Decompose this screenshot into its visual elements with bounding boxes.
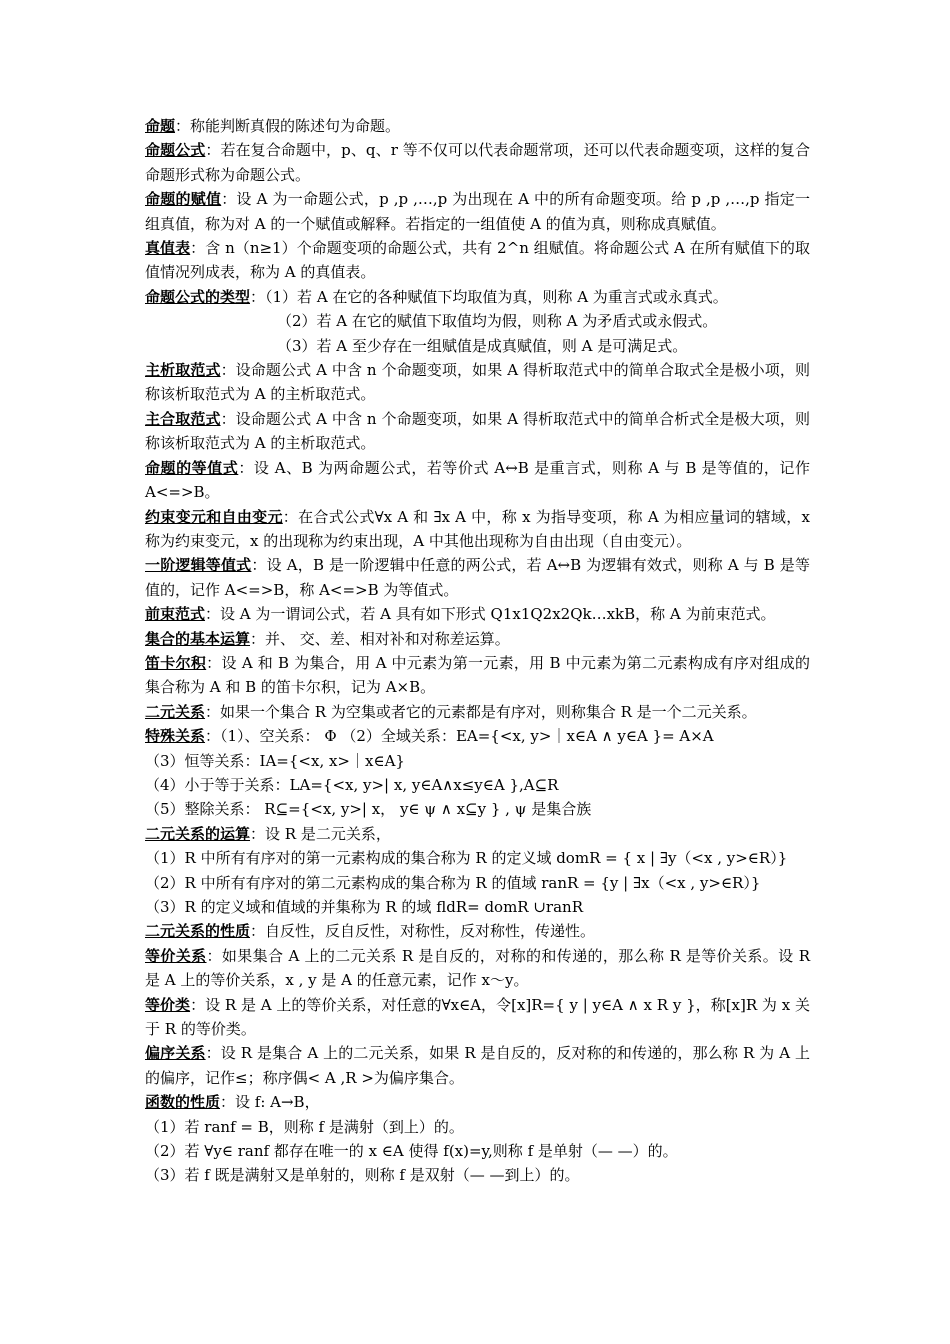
line-identity-relation bbox=[145, 749, 810, 773]
definition: ：（1）若 A 在它的各种赋值下均取值为真，则称 A 为重言式或永真式。 bbox=[250, 287, 728, 306]
definition: ：自反性，反自反性，对称性，反对称性，传递性。 bbox=[250, 922, 596, 941]
line-set-operations bbox=[145, 627, 810, 651]
definition: （4）小于等于关系：LA={<x, y>| x, y∈A∧x≤y∈A },A⊆R bbox=[145, 775, 559, 794]
term: 二元关系的性质 bbox=[145, 922, 251, 941]
definition: （1）R 中所有有序对的第一元素构成的集合称为 R 的定义域 domR = { x | ∃y（<x , y>∈R）} bbox=[145, 849, 788, 868]
term: 集合的基本运算 bbox=[145, 629, 251, 648]
definition: ：若在复合命题中，p、q、r 等不仅可以代表命题常项，还可以代表命题变项，这样的复合命题形式称为命题公式。 bbox=[145, 141, 810, 184]
line-relation-properties bbox=[145, 919, 810, 943]
definition: ：设 R 是集合 A 上的二元关系，如果 R 是自反的，反对称的和传递的，那么称 R 为 A 上的偏序，记作≤；称序偶< A ,R >为偏序集合。 bbox=[145, 1044, 810, 1087]
definition: （2）若 ∀y∈ ranf 都存在唯一的 x ∈A 使得 f(x)=y,则称 f 是单射（— —）的。 bbox=[145, 1142, 678, 1161]
term: 一阶逻辑等值式 bbox=[145, 556, 252, 575]
line-first-order-equivalence bbox=[145, 553, 810, 602]
term: 偏序关系 bbox=[145, 1044, 206, 1063]
line-equivalence bbox=[145, 456, 810, 505]
term: 命题 bbox=[145, 117, 176, 135]
line-proposition bbox=[145, 114, 810, 138]
definition: ：在合式公式∀x A 和 ∃x A 中，称 x 为指导变项，称 A 为相应量词的辖域，x 称为约束变元，x 的出现称为约束出现，A 中其他出现称为自由出现（自由变元）。 bbox=[145, 507, 810, 550]
definition: ：设 f: A→B， bbox=[220, 1093, 320, 1112]
term: 等价类 bbox=[145, 995, 191, 1014]
line-binary-relation bbox=[145, 700, 810, 724]
definition: ：称能判断真假的陈述句为命题。 bbox=[175, 117, 401, 135]
line-divides-relation bbox=[145, 797, 810, 821]
definition: ：设 R 是二元关系， bbox=[250, 824, 391, 843]
line-injection bbox=[145, 1139, 810, 1163]
line-formula-types bbox=[145, 285, 810, 309]
line-formula-types-3 bbox=[145, 334, 810, 358]
line-prenex-form bbox=[145, 602, 810, 626]
document-page bbox=[145, 114, 810, 1188]
line-partial-order bbox=[145, 1041, 810, 1090]
line-range bbox=[145, 871, 810, 895]
line-less-equal-relation bbox=[145, 773, 810, 797]
term: 命题的赋值 bbox=[145, 190, 222, 209]
term: 命题公式 bbox=[145, 141, 206, 160]
term: 前束范式 bbox=[145, 605, 206, 624]
line-pcnf bbox=[145, 407, 810, 456]
line-relation-operations bbox=[145, 822, 810, 846]
line-truth-table bbox=[145, 236, 810, 285]
line-special-relations bbox=[145, 724, 810, 748]
definition: （1）若 ranf = B，则称 f 是满射（到上）的。 bbox=[145, 1117, 464, 1136]
line-bijection bbox=[145, 1163, 810, 1187]
definition: （2）R 中所有有序对的第二元素构成的集合称为 R 的值域 ranR = {y | ∃x（<x , y>∈R）} bbox=[145, 873, 761, 892]
term: 二元关系的运算 bbox=[145, 824, 251, 843]
line-pdnf bbox=[145, 358, 810, 407]
definition: ：如果集合 A 上的二元关系 R 是自反的，对称的和传递的，那么称 R 是等价关系。设 R 是 A 上的等价关系，x , y 是 A 的任意元素，记作 x～y。 bbox=[145, 946, 810, 990]
definition: （3）若 f 既是满射又是单射的，则称 f 是双射（— —到上）的。 bbox=[145, 1166, 580, 1185]
term: 特殊关系 bbox=[145, 727, 206, 746]
term: 命题的等值式 bbox=[145, 458, 239, 477]
term: 约束变元和自由变元 bbox=[145, 507, 283, 526]
term: 等价关系 bbox=[145, 946, 207, 965]
definition: ：设 A，B 是一阶逻辑中任意的两公式，若 A↔B 为逻辑有效式，则称 A 与 B 是等值的，记作 A<=>B，称 A<=>B 为等值式。 bbox=[145, 556, 810, 599]
definition: ：设 A 为一谓词公式，若 A 具有如下形式 Q1x1Q2x2Qk…xkB，称 A 为前束范式。 bbox=[205, 605, 776, 624]
line-proposition-formula bbox=[145, 138, 810, 187]
term: 命题公式的类型 bbox=[145, 287, 251, 306]
definition: ：含 n（n≥1）个命题变项的命题公式，共有 2^n 组赋值。将命题公式 A 在所有赋值下的取值情况列成表，称为 A 的真值表。 bbox=[145, 239, 810, 282]
line-domain bbox=[145, 846, 810, 870]
line-assignment bbox=[145, 187, 810, 236]
term: 函数的性质 bbox=[145, 1093, 221, 1112]
definition: ：如果一个集合 R 为空集或者它的元素都是有序对，则称集合 R 是一个二元关系。 bbox=[205, 702, 757, 721]
term: 笛卡尔积 bbox=[145, 653, 207, 672]
line-cartesian-product bbox=[145, 651, 810, 700]
term: 主合取范式 bbox=[145, 409, 221, 428]
line-field bbox=[145, 895, 810, 919]
line-formula-types-2 bbox=[145, 309, 810, 333]
definition: （3）若 A 至少存在一组赋值是成真赋值，则 A 是可满足式。 bbox=[277, 336, 688, 355]
term: 真值表 bbox=[145, 239, 191, 258]
definition: ：设 A 为一命题公式，p ,p ,…,p 为出现在 A 中的所有命题变项。给 p ,p ,…,p 指定一组真值，称为对 A 的一个赋值或解释。若指定的一组值使 A 的值为真，则称成真赋值。 bbox=[145, 190, 810, 233]
definition: ：设 A、B 为两命题公式，若等价式 A↔B 是重言式，则称 A 与 B 是等值的，记作 A<=>B。 bbox=[145, 458, 810, 502]
definition: （3）R 的定义域和值域的并集称为 R 的域 fldR= domR ∪ranR bbox=[145, 898, 583, 916]
definition: （5）整除关系： R⊆={<x, y>| x， y∈ ψ ∧ x⊆y } , ψ 是集合族 bbox=[145, 800, 592, 819]
definition: （3）恒等关系：IA={<x, x>｜x∈A} bbox=[145, 751, 405, 770]
line-equivalence-class bbox=[145, 993, 810, 1042]
definition: ：（1）、空关系： Φ （2）全域关系：EA={<x, y>｜x∈A ∧ y∈A }= A×A bbox=[205, 727, 714, 746]
line-equivalence-relation bbox=[145, 944, 810, 993]
definition: ：设命题公式 A 中含 n 个命题变项，如果 A 得析取范式中的简单合析式全是极大项，则称该析取范式为 A 的主析取范式。 bbox=[145, 409, 810, 453]
line-function-properties bbox=[145, 1090, 810, 1114]
term: 主析取范式 bbox=[145, 361, 221, 380]
definition: （2）若 A 在它的赋值下取值均为假，则称 A 为矛盾式或永假式。 bbox=[277, 312, 718, 331]
line-surjection bbox=[145, 1115, 810, 1139]
term: 二元关系 bbox=[145, 702, 206, 721]
definition: ：设 R 是 A 上的等价关系，对任意的∀x∈A，令[x]R={ y | y∈A ∧ x R y }，称[x]R 为 x 关于 R 的等价类。 bbox=[145, 995, 810, 1039]
definition: ：设 A 和 B 为集合，用 A 中元素为第一元素，用 B 中元素为第二元素构成有序对组成的集合称为 A 和 B 的笛卡尔积，记为 A×B。 bbox=[145, 653, 810, 697]
definition: ：并、 交、差、相对补和对称差运算。 bbox=[250, 629, 510, 648]
line-bound-free-variables bbox=[145, 505, 810, 554]
definition: ：设命题公式 A 中含 n 个命题变项，如果 A 得析取范式中的简单合取式全是极小项，则称该析取范式为 A 的主析取范式。 bbox=[145, 361, 810, 404]
